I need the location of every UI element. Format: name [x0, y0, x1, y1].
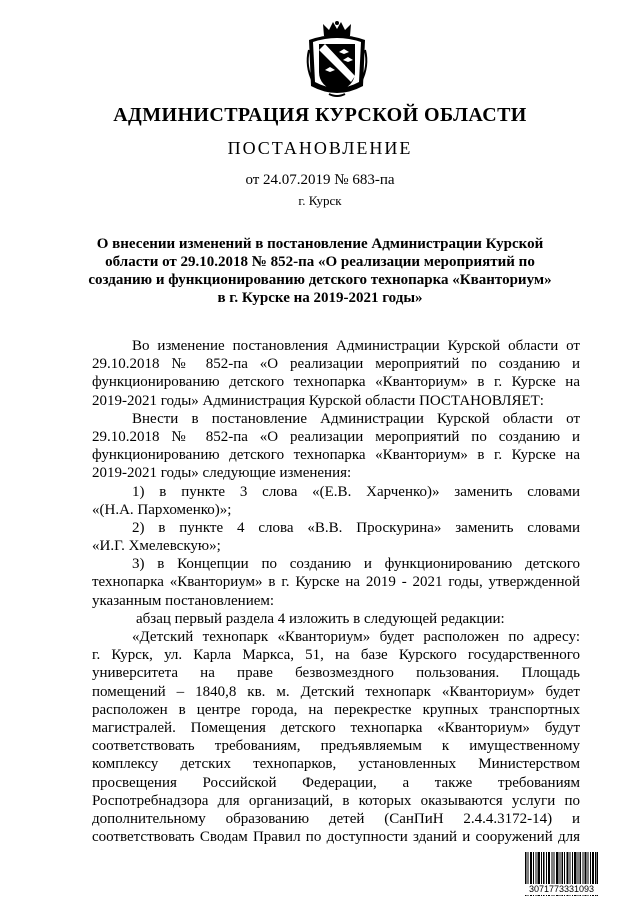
city: г. Курск	[298, 193, 342, 208]
coat-of-arms-icon	[303, 20, 371, 98]
body-line: 1) в пункте 3 слова «(Е.В. Харченко)» заменить словами	[132, 483, 580, 500]
body-line: соответствовать требованиям, предъявляемым к имущественному	[92, 738, 580, 755]
body-line: помещений – 1840,8 кв. м. Детский технопарк «Кванториум» будет	[92, 683, 580, 700]
title-line: О внесении изменений в постановление Администрации Курской	[96, 236, 544, 252]
body-line: «Детский технопарк «Кванториум» будет расположен по адресу:	[132, 629, 580, 645]
body-line: 2019-2021 годы» следующие изменения:	[92, 465, 352, 482]
body-line: 2) в пункте 4 слова «В.В. Проскурина» заменить словами	[132, 519, 580, 536]
body-line: дополнительному образованию детей (СанПиН 2.4.4.3172-14) и	[92, 810, 580, 827]
organization-name: АДМИНИСТРАЦИЯ КУРСКОЙ ОБЛАСТИ	[113, 104, 527, 126]
body-line: просвещения Российской Федерации, а также требованиям	[92, 774, 580, 791]
body-line: 29.10.2018 № 852-па «О реализации мероприятий по созданию и	[92, 428, 580, 445]
body-line: Роспотребнадзора для организаций, в которых оказываются услуги по	[92, 792, 580, 809]
title-line: созданию и функционированию детского технопарка «Кванториум»	[88, 272, 552, 288]
body-line: «И.Г. Хмелевскую»;	[92, 538, 221, 555]
body-line: 3) в Концепции по созданию и функционированию детского	[132, 556, 580, 573]
body-line: 29.10.2018 № 852-па «О реализации мероприятий по созданию и	[92, 356, 580, 373]
body-line: 2019-2021 годы» Администрация Курской области ПОСТАНОВЛЯЕТ:	[92, 392, 544, 409]
document-body	[92, 337, 580, 846]
document-type: ПОСТАНОВЛЕНИЕ	[227, 138, 413, 158]
date-number: от 24.07.2019 № 683-па	[245, 172, 395, 188]
body-line: «(Н.А. Пархоменко)»;	[92, 501, 232, 518]
title-line: области от 29.10.2018 № 852-па «О реализации мероприятий по	[105, 254, 535, 270]
body-line: функционированию детского технопарка «Кванториум» в г. Курске на	[92, 447, 580, 464]
body-line: Во изменение постановления Администрации Курской области от	[132, 338, 580, 354]
body-line: технопарка «Кванториум» в г. Курске на 2019 - 2021 годы, утвержденной	[92, 574, 580, 591]
body-line: абзац первый раздела 4 изложить в следующей редакции:	[136, 610, 505, 627]
body-line: университета на праве безвозмездного пользования. Площадь	[92, 665, 580, 682]
body-line: указанным постановлением:	[92, 592, 275, 609]
body-line: магистралей. Помещения детского технопарка «Кванториум» будут	[92, 719, 580, 736]
body-line: соответствовать Сводам Правил по доступности зданий и сооружений для	[92, 829, 580, 846]
body-line: расположен в центре города, на перекрестке крупных транспортных	[92, 701, 580, 718]
body-line: функционированию детского технопарка «Кванториум» в г. Курске на	[92, 374, 580, 391]
body-line: комплексу детских технопарков, установленных Министерством	[92, 756, 580, 773]
body-line: г. Курск, ул. Карла Маркса, 51, на базе Курского государственного	[92, 647, 580, 664]
document-title	[0, 235, 640, 307]
title-line: в г. Курске на 2019-2021 годы»	[217, 290, 423, 306]
body-line: Внести в постановление Администрации Курской области от	[132, 410, 580, 427]
barcode-number: 3071773331093	[525, 884, 598, 895]
